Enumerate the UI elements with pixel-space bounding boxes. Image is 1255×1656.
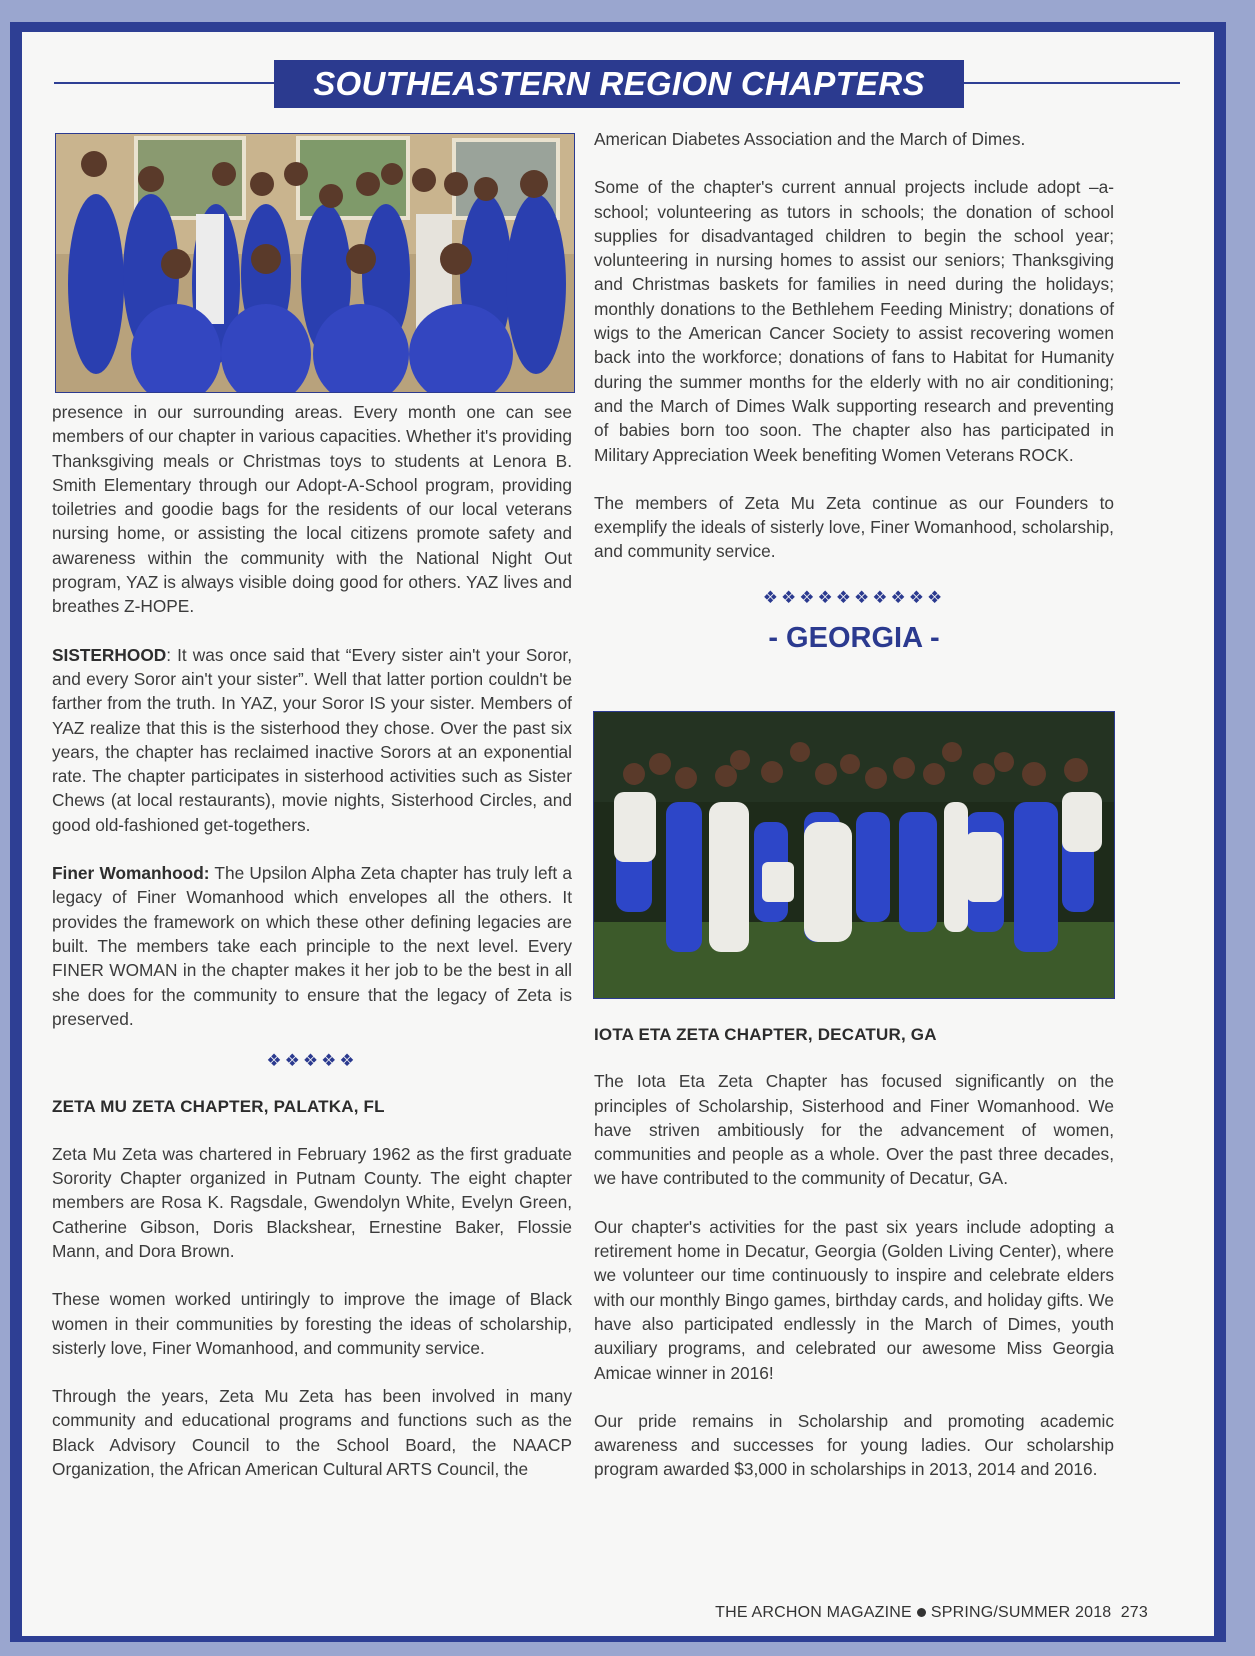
- right-column-top: [594, 127, 1114, 655]
- right-para-5: Our chapter's activities for the past six years include adopting a retirement home in Decatur, Georgia (Golden Living Center), where we volunteer our time continuously to inspire and celebrate elders with our monthly Bingo games, birthday cards, and holiday gifts. We have also participated endlessly in the March of Dimes, youth auxiliary programs, and celebrated our awesome Miss Georgia Amicae winner in 2016!: [594, 1216, 1114, 1383]
- right-para-1: American Diabetes Association and the March of Dimes.: [594, 129, 1026, 149]
- header-rule-right: [944, 82, 1180, 84]
- finer-womanhood-text: The Upsilon Alpha Zeta chapter has truly left a legacy of Finer Womanhood which envelopes all the others. It provides the framework on which these other defining legacies are built. The members take each principle to the next level. Every FINER WOMAN in the chapter makes it her job to be the best in all she does for the community to ensure that the legacy of Zeta is preserved.: [52, 863, 572, 1029]
- section-title-zeta-mu-zeta: ZETA MU ZETA CHAPTER, PALATKA, FL: [52, 1097, 385, 1117]
- finer-womanhood-paragraph: [52, 861, 572, 1031]
- section-divider-left: ❖❖❖❖❖: [266, 1051, 358, 1071]
- footer-magazine-name: THE ARCHON MAGAZINE: [715, 1604, 912, 1621]
- page-number: 273: [1120, 1604, 1148, 1621]
- page-title: SOUTHEASTERN REGION CHAPTERS: [274, 60, 964, 108]
- right-para-3: The members of Zeta Mu Zeta continue as our Founders to exemplify the ideals of sisterly love, Finer Womanhood, scholarship, and community service.: [594, 492, 1114, 562]
- sisterhood-label: SISTERHOOD: [52, 644, 167, 665]
- zmz-para-2: These women worked untiringly to improve the image of Black women in their communities by foresting the ideas of scholarship, sisterly love, Finer Womanhood, and community service.: [52, 1289, 572, 1358]
- section-title-iota-eta-zeta: IOTA ETA ZETA CHAPTER, DECATUR, GA: [594, 1025, 937, 1044]
- bullet-dot-icon: [917, 1608, 926, 1617]
- outdoor-photo-illustration: [594, 712, 1114, 998]
- sisterhood-text: : It was once said that “Every sister ain't your Soror, and every Soror ain't your sister”. Well that latter portion couldn't be farther from the truth. In YAZ, your Soror IS your sister. Members of YAZ realize that this is the sisterhood they chose. Over the past six years, the chapter has reclaimed inactive Sorors at an exponential rate. The chapter participates in sisterhood activities such as Sister Chews (at local restaurants), movie nights, Sisterhood Circles, and good old-fashioned get-togethers.: [52, 644, 572, 835]
- zmz-para-3: Through the years, Zeta Mu Zeta has been involved in many community and educational programs and functions such as the Black Advisory Council to the School Board, the NAACP Organization, the African American Cultural ARTS Council, the: [52, 1386, 572, 1479]
- right-para-4: The Iota Eta Zeta Chapter has focused significantly on the principles of Scholarship, Sisterhood and Finer Womanhood. We have striven ambitiously for the advancement of women, communities and people as a whole. Over the past three decades, we have contributed to the community of Decatur, GA.: [594, 1071, 1114, 1189]
- header-rule-left: [54, 82, 294, 84]
- zmz-para-1: Zeta Mu Zeta was chartered in February 1962 as the first graduate Sorority Chapter organized in Putnam County. The eight chapter members are Rosa K. Ragsdale, Gwendolyn White, Evelyn Green, Catherine Gibson, Doris Blackshear, Ernestine Baker, Flossie Mann, and Dora Brown.: [52, 1143, 572, 1261]
- group-photo-illustration: [56, 134, 574, 392]
- magazine-page: [22, 32, 1214, 1636]
- right-column-bottom: [594, 1023, 1114, 1482]
- page-footer: [715, 1604, 1148, 1622]
- sisterhood-paragraph: [52, 643, 572, 837]
- right-para-2: Some of the chapter's current annual projects include adopt –a-school; volunteering as tutors in schools; the donation of school supplies for disadvantaged children to begin the school year; volunteering in nursing homes to assist our seniors; Thanksgiving and Christmas baskets for families in need during the holidays; monthly donations to the Bethlehem Feeding Ministry; donations of wigs to the American Cancer Society to assist recovering women back into the workforce; donations of fans to Habitat for Humanity during the summer months for the elderly with no air conditioning; and the March of Dimes Walk supporting research and preventing of babies born too soon. The chapter also has participated in Military Appreciation Week benefiting Women Veterans ROCK.: [594, 177, 1114, 465]
- state-heading-georgia: - GEORGIA -: [768, 622, 940, 655]
- finer-womanhood-label: Finer Womanhood:: [52, 863, 210, 884]
- group-photo-zeta-mu-zeta: [55, 133, 575, 393]
- group-photo-iota-eta-zeta: [593, 711, 1115, 999]
- section-divider-right: ❖❖❖❖❖❖❖❖❖❖: [762, 587, 946, 607]
- left-column: [52, 400, 572, 1481]
- left-para-intro: presence in our surrounding areas. Every month one can see members of our chapter in various capacities. Whether it's providing Thanksgiving meals or Christmas toys to students at Lenora B. Smith Elementary through our Adopt-A-School program, providing toiletries and goodie bags for the residents of our local veterans nursing home, or assisting the local citizens promote safety and awareness within the community with the National Night Out program, YAZ is always visible doing good for others. YAZ lives and breathes Z-HOPE.: [52, 402, 572, 617]
- right-para-6: Our pride remains in Scholarship and promoting academic awareness and successes for young ladies. Our scholarship program awarded $3,000 in scholarships in 2013, 2014 and 2016.: [594, 1410, 1114, 1480]
- footer-issue: SPRING/SUMMER 2018: [930, 1604, 1112, 1621]
